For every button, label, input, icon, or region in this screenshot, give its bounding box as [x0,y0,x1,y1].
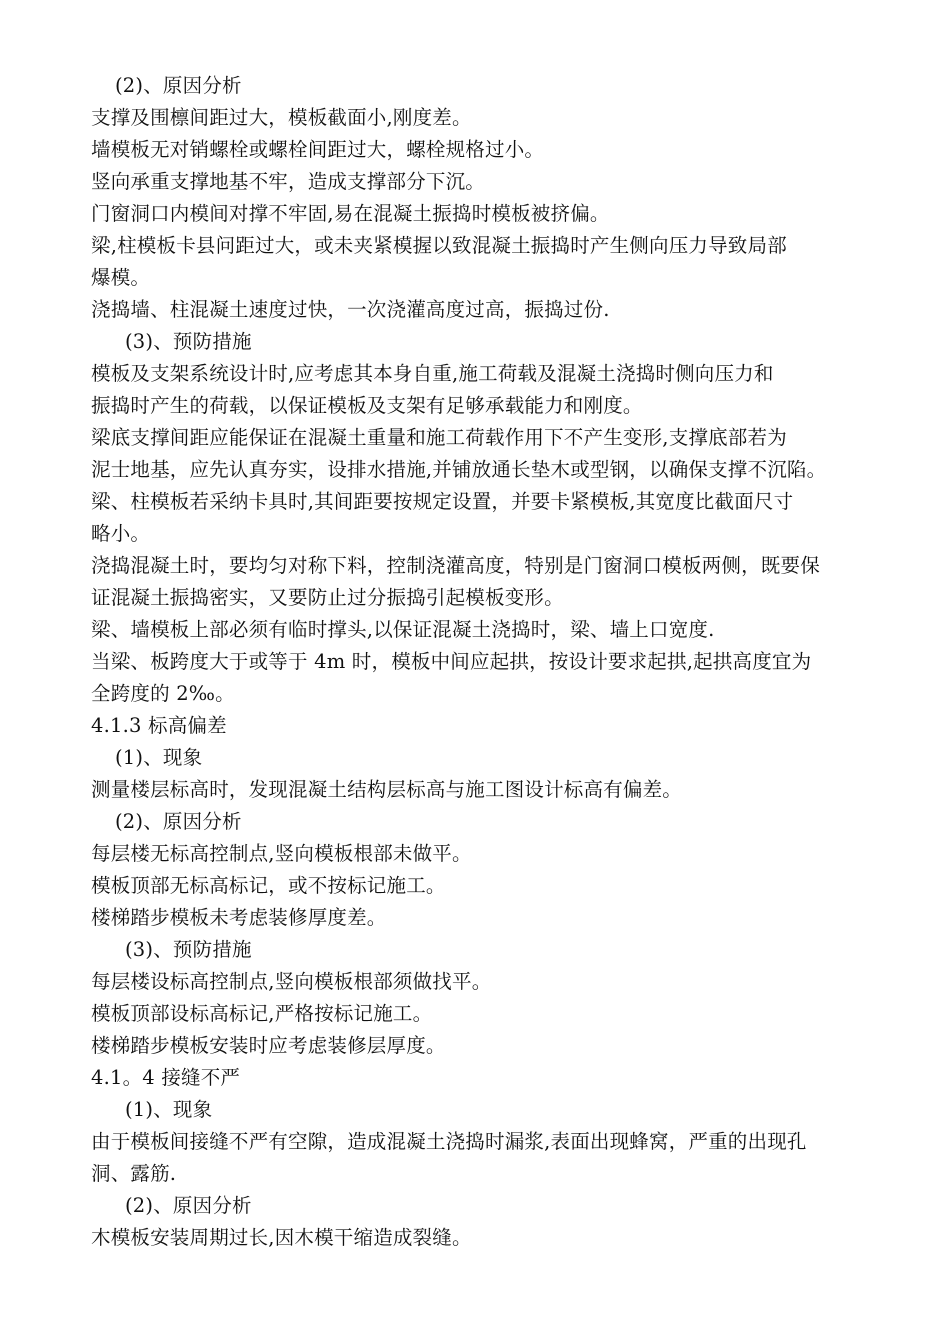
text-line: 测量楼层标高时，发现混凝土结构层标高与施工图设计标高有偏差。 [91,778,683,801]
paragraph [91,998,891,1030]
text-line: 略小。 [91,522,151,545]
paragraph [91,358,891,422]
text-line: 每层楼无标高控制点,竖向模板根部未做平。 [91,842,472,865]
paragraph [91,646,891,710]
text-line: 支撑及围檩间距过大，模板截面小,刚度差。 [91,106,472,129]
paragraph [91,1126,891,1190]
text-line: 墙模板无对销螺栓或螺栓间距过大，螺栓规格过小。 [91,138,545,161]
document-body [91,70,891,1254]
text-line: 梁、柱模板若采纳卡具时,其间距要按规定设置，并要卡紧模板,其宽度比截面尺寸 [91,490,794,513]
text-line: 梁,柱模板卡县问距过大，或未夹紧模握以致混凝土振捣时产生侧向压力导致局部 [91,234,787,257]
text-line: 楼梯踏步模板未考虑装修厚度差。 [91,906,387,929]
text-line: (3)、预防措施 [125,330,252,353]
text-line: 梁、墙模板上部必须有临时撑头,以保证混凝土浇捣时，梁、墙上口宽度. [91,618,715,641]
text-line: 梁底支撑间距应能保证在混凝土重量和施工荷载作用下不产生变形,支撑底部若为 [91,426,787,449]
text-line: 竖向承重支撑地基不牢，造成支撑部分下沉。 [91,170,486,193]
paragraph [91,230,891,294]
text-line: 振捣时产生的荷载，以保证模板及支架有足够承载能力和刚度。 [91,394,643,417]
paragraph [91,710,891,742]
text-line: 每层楼设标高控制点,竖向模板根部须做找平。 [91,970,492,993]
text-line: (1)、现象 [115,746,203,769]
paragraph [91,806,891,838]
paragraph [91,326,891,358]
paragraph [91,902,891,934]
text-line: 证混凝土振捣密实，又要防止过分振捣引起模板变形。 [91,586,564,609]
paragraph [91,166,891,198]
text-line: (2)、原因分析 [115,810,242,833]
paragraph [91,294,891,326]
paragraph [91,134,891,166]
text-line: 模板顶部设标高标记,严格按标记施工。 [91,1002,433,1025]
text-line: 4.1.3 标高偏差 [91,714,227,737]
paragraph [91,934,891,966]
paragraph [91,1094,891,1126]
text-line: 楼梯踏步模板安装时应考虑装修层厚度。 [91,1034,446,1057]
paragraph [91,966,891,998]
paragraph [91,838,891,870]
text-line: 爆模。 [91,266,151,289]
paragraph [91,1222,891,1254]
text-line: 模板及支架系统设计时,应考虑其本身自重,施工荷载及混凝土浇捣时侧向压力和 [91,362,774,385]
text-line: 木模板安装周期过长,因木模干缩造成裂缝。 [91,1226,472,1249]
paragraph [91,198,891,230]
text-line: 由于模板间接缝不严有空隙，造成混凝土浇捣时漏浆,表面出现蜂窝，严重的出现孔 [91,1130,807,1153]
paragraph [91,1190,891,1222]
paragraph [91,742,891,774]
paragraph [91,614,891,646]
text-line: 当梁、板跨度大于或等于 4m 时，模板中间应起拱，按设计要求起拱,起拱高度宜为 [91,650,812,673]
paragraph [91,870,891,902]
paragraph [91,550,891,614]
text-line: 洞、露筋. [91,1162,177,1185]
paragraph [91,774,891,806]
text-line: (2)、原因分析 [125,1194,252,1217]
paragraph [91,1062,891,1094]
text-line: 泥士地基，应先认真夯实，设排水措施,并铺放通长垫木或型钢，以确保支撑不沉陷。 [91,458,827,481]
text-line: 4.1。4 接缝不严 [91,1066,241,1089]
text-line: (3)、预防措施 [125,938,252,961]
text-line: (2)、原因分析 [115,74,242,97]
text-line: 模板顶部无标高标记，或不按标记施工。 [91,874,446,897]
paragraph [91,70,891,102]
paragraph [91,102,891,134]
text-line: 浇捣混凝土时，要均匀对称下料，控制浇灌高度，特别是门窗洞口模板两侧，既要保 [91,554,820,577]
paragraph [91,422,891,486]
text-line: 全跨度的 2‰。 [91,682,235,705]
text-line: 门窗洞口内模间对撑不牢固,易在混凝土振捣时模板被挤偏。 [91,202,610,225]
text-line: (1)、现象 [125,1098,213,1121]
paragraph [91,486,891,550]
paragraph [91,1030,891,1062]
text-line: 浇捣墙、柱混凝土速度过快，一次浇灌高度过高，振捣过份. [91,298,610,321]
